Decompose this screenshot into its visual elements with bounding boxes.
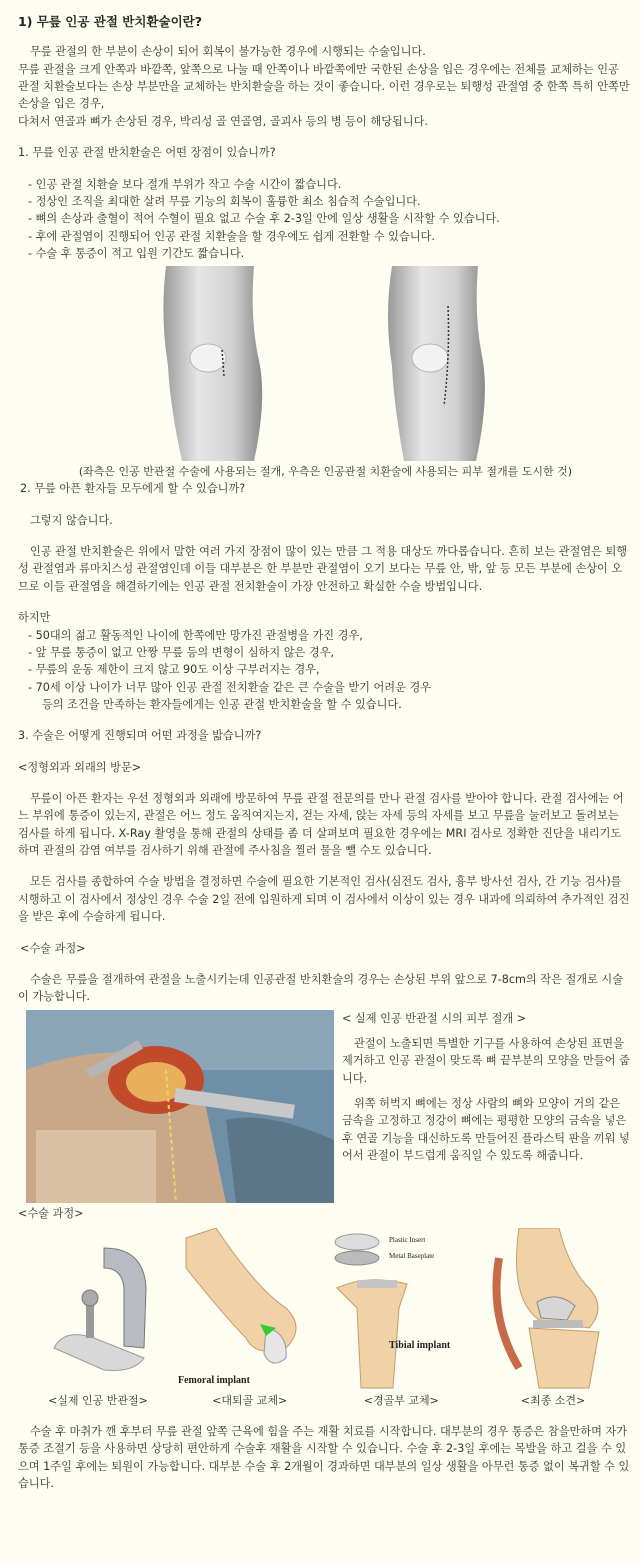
list-item: - 인공 관절 치환술 보다 절개 부위가 작고 수술 시간이 짧습니다.	[28, 176, 633, 193]
question-3: 3. 수술은 어떻게 진행되며 어떤 과정을 밟습니까?	[18, 729, 262, 743]
plastic-insert-label: Plastic Insert	[389, 1236, 426, 1244]
advantages-list	[18, 176, 633, 263]
partial-implant-image	[24, 1228, 172, 1390]
incision-p2: 위쪽 허벅지 뼈에는 정상 사람의 뼈와 모양이 거의 같은 금속을 고정하고 정강이 뼈에는 평평한 모양의 금속을 넣은 후 연골 기능을 대신하도록 만들어진 플라스틱 판을 끼워 넣어서 관절이 부드럽게 움직일 수 있도록 해줍니다.	[342, 1097, 630, 1163]
list-item: - 수술 후 통증이 적고 입원 기간도 짧습니다.	[28, 245, 633, 262]
list-conclusion: 등의 조건을 만족하는 환자들에게는 인공 관절 반치환술을 할 수 있습니다.	[42, 697, 402, 711]
visit-p2: 모든 검사를 종합하여 수술 방법을 결정하면 수술에 필요한 기본적인 검사(심전도 검사, 흉부 방사선 검사, 간 기능 검사)를 시행하고 이 검사에서 정상인 경우 수술 2일 전에 입원하게 되며 이 검사에서 이상이 있는 경우 내과에 의뢰하여 추가적인 검진을 받은 후에 수술하게 됩니다.	[18, 875, 630, 924]
list-item: - 무릎의 운동 제한이 크지 않고 90도 이상 구부러지는 경우,	[28, 661, 633, 678]
implant-figure	[327, 1228, 475, 1409]
surgery-heading: <수술 과정>	[20, 941, 86, 955]
incision-p1: 관절이 노출되면 특별한 기구를 사용하여 손상된 표면을 제거하고 인공 관절이 맞도록 뼈 끝부분의 모양을 만들어 줍니다.	[342, 1037, 630, 1085]
implant-figures	[18, 1228, 633, 1409]
femoral-implant-label: Femoral implant	[177, 1375, 250, 1386]
implant-caption: <최종 소견>	[520, 1394, 586, 1407]
conditions-list	[18, 627, 633, 714]
final-implant-image	[479, 1228, 627, 1390]
figure-caption: (좌측은 인공 반관절 수술에 사용되는 절개, 우측은 인공관절 치환술에 사용되는 피부 절개를 도시한 것)	[78, 465, 573, 479]
implant-caption: <실제 인공 반관절>	[48, 1394, 148, 1407]
question-2: 2. 무릎 아픈 환자들 모두에게 할 수 있습니까?	[20, 482, 246, 496]
page-title: 1) 무릎 인공 관절 반치환술이란?	[18, 14, 202, 29]
question-1: 1. 무릎 인공 관절 반치환술은 어떤 장점이 있습니까?	[18, 146, 276, 160]
intro-p1: 무릎 관절의 한 부분이 손상이 되어 회복이 불가능한 경우에 시행되는 수술입니다.	[30, 45, 426, 59]
incision-heading: < 실제 인공 반관절 시의 피부 절개 >	[342, 1011, 527, 1025]
q2-body: 인공 관절 반치환술은 위에서 말한 여러 가지 장점이 많이 있는 만큼 그 적용 대상도 까다롭습니다. 흔히 보는 관절염은 퇴행성 관절염과 류마치스성 관절염인데 이들 대부분은 한 부분만 관절염이 오기 보다는 무릎 안, 밖, 앞 등 모든 부분에 손상이 오므로 이들 관절염을 해결하기에는 인공 관절 전치환술이 가장 안전하고 확실한 수술 방법입니다.	[18, 545, 628, 593]
tibial-implant-label: Tibial implant	[389, 1340, 451, 1351]
final-paragraph: 수술 후 마취가 깬 후부터 무릎 관절 앞쪽 근육에 힘을 주는 재활 치료를 시작합니다. 대부분의 경우 통증은 참을만하며 자가 통증 조절기 등을 사용하면 상당히 편안하게 수술후 재활을 시작할 수 있습니다. 수술 후 2-3일 후에는 목발을 하고 걸을 수 있으며 1주일 후에는 퇴원이 가능합니다. 대부분 수술 후 2개월이 경과하면 대부분의 일상 생활을 아무런 통증 없이 복귀할 수 있습니다.	[18, 1425, 630, 1491]
list-item: - 앞 무릎 통증이 없고 안짱 무릎 등의 변형이 심하지 않은 경우,	[28, 644, 633, 661]
surgery-section	[18, 1010, 633, 1203]
however: 하지만	[18, 611, 51, 625]
list-item: - 후에 관절염이 진행되어 인공 관절 치환술을 할 경우에도 쉽게 전환할 수 있습니다.	[28, 228, 633, 245]
metal-baseplate-label: Metal Baseplate	[389, 1252, 435, 1260]
list-item: - 70세 이상 나이가 너무 많아 인공 관절 전치환술 같은 큰 수술을 받기 어려운 경우	[28, 679, 633, 696]
implant-figure	[479, 1228, 627, 1409]
implant-figure	[176, 1228, 324, 1409]
knee-partial-incision-image	[146, 266, 286, 461]
visit-p1: 무릎이 아픈 환자는 우선 정형외과 외래에 방문하여 무릎 관절 전문의를 만나 관절 검사를 받아야 합니다. 관절 검사에는 어느 부위에 통증이 있는지, 관절은 어느 정도 움직여지는지, 걷는 자세, 앉는 자세 등의 자세를 보고 무릎을 눌러보고 돌려보는 검사를 하게 됩니다. X-Ray 촬영을 통해 관절의 상태를 좀 더 살펴보며 필요한 경우에는 MRI 검사로 정확한 진단을 내리기도 하며 관절의 감염 여부를 검사하기 위해 관절에 주사침을 찔러 물을 뺄 수도 있습니다.	[18, 792, 624, 858]
knee-total-incision-image	[366, 266, 506, 461]
answer-2: 그렇지 않습니다.	[30, 513, 113, 527]
intro-p3: 다쳐서 연골과 뼈가 손상된 경우, 박리성 골 연골염, 골괴사 등의 병 등이 해당됩니다.	[18, 114, 428, 128]
incision-text	[334, 1010, 633, 1203]
intro-p2: 무릎 관절을 크게 안쪽과 바깥쪽, 앞쪽으로 나눌 때 안쪽이나 바깥쪽에만 국한된 손상을 입은 경우에는 전체를 교체하는 인공 관절 치환술보다는 손상 부분만을 교체하는 반치환술을 하는 것이 좋습니다. 이런 경우로는 퇴행성 관절염 중 한쪽 특히 안쪽만 손상을 입은 경우,	[18, 62, 630, 111]
surgery-p1: 수술은 무릎을 절개하여 관절을 노출시키는데 인공관절 반치환술의 경우는 손상된 부위 앞으로 7-8cm의 작은 절개로 시술이 가능합니다.	[18, 972, 624, 1004]
implant-figure	[24, 1228, 172, 1409]
list-item: - 정상인 조직을 최대한 살려 무릎 기능의 회복이 훌륭한 최소 침습적 수술입니다.	[28, 193, 633, 210]
tibial-implant-image	[327, 1228, 475, 1390]
implant-caption: <대퇴골 교체>	[212, 1394, 288, 1407]
femoral-implant-image	[176, 1228, 324, 1390]
list-item: - 50대의 젊고 활동적인 나이에 한쪽에만 망가진 관절병을 가진 경우,	[28, 627, 633, 644]
list-item: - 뼈의 손상과 출혈이 적어 수혈이 필요 없고 수술 후 2-3일 안에 일상 생활을 시작할 수 있습니다.	[28, 210, 633, 227]
knee-incision-figure	[18, 266, 633, 461]
implant-caption: <경골부 교체>	[363, 1394, 439, 1407]
surgery-heading-2: <수술 과정>	[18, 1206, 84, 1220]
surgery-photo	[26, 1010, 334, 1203]
visit-heading: <정형외과 외래의 방문>	[18, 760, 142, 774]
